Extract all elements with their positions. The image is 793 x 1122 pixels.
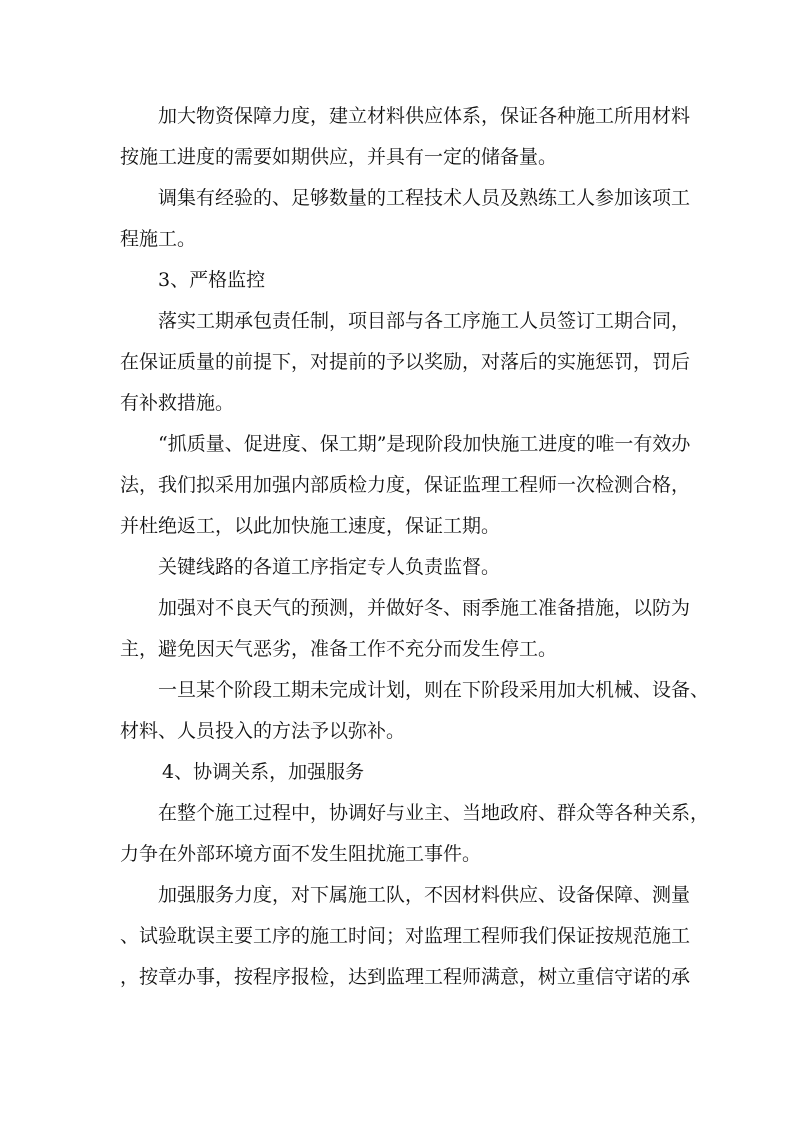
section-heading-3: 3、严格监控 [158,269,266,291]
body-text-line-12: 关键线路的各道工序指定专人负责监督。 [158,556,501,578]
body-text-line-16: 材料、人员投入的方法予以弥补。 [120,720,406,742]
body-text-line-10: 法，我们拟采用加强内部质检力度，保证监理工程师一次检测合格， [120,474,691,496]
body-text-line-11: 并杜绝返工，以此加快施工速度，保证工期。 [120,515,501,537]
body-text-line-14: 主，避免因天气恶劣，准备工作不充分而发生停工。 [120,638,558,660]
body-text-line-18: 在整个施工过程中，协调好与业主、当地政府、群众等各种关系， [158,802,710,824]
body-text-line-13: 加强对不良天气的预测，并做好冬、雨季施工准备措施，以防为 [158,597,691,619]
body-text-line-20: 加强服务力度，对下属施工队，不因材料供应、设备保障、测量 [158,884,691,906]
body-text-line-21: 、试验耽误主要工序的施工时间；对监理工程师我们保证按规范施工 [120,925,691,947]
body-text-line-06: 落实工期承包责任制，项目部与各工序施工人员签订工期合同， [158,310,691,332]
body-text-line-02: 按施工进度的需要如期供应，并具有一定的储备量。 [120,146,558,168]
body-text-line-04: 程施工。 [120,228,197,250]
body-text-line-08: 有补救措施。 [120,392,235,414]
body-text-line-07: 在保证质量的前提下，对提前的予以奖励，对落后的实施惩罚，罚后 [120,351,691,373]
body-text-line-03: 调集有经验的、足够数量的工程技术人员及熟练工人参加该项工 [158,187,691,209]
body-text-line-01: 加大物资保障力度，建立材料供应体系，保证各种施工所用材料 [158,105,691,127]
section-heading-4: 4、协调关系，加强服务 [162,761,365,783]
body-text-line-09: “抓质量、促进度、保工期”是现阶段加快施工进度的唯一有效办 [158,433,691,455]
body-text-line-15: 一旦某个阶段工期未完成计划，则在下阶段采用加大机械、设备、 [158,679,710,701]
body-text-line-19: 力争在外部环境方面不发生阻扰施工事件。 [120,843,482,865]
body-text-line-22: ，按章办事，按程序报检，达到监理工程师满意，树立重信守诺的承 [120,966,691,988]
